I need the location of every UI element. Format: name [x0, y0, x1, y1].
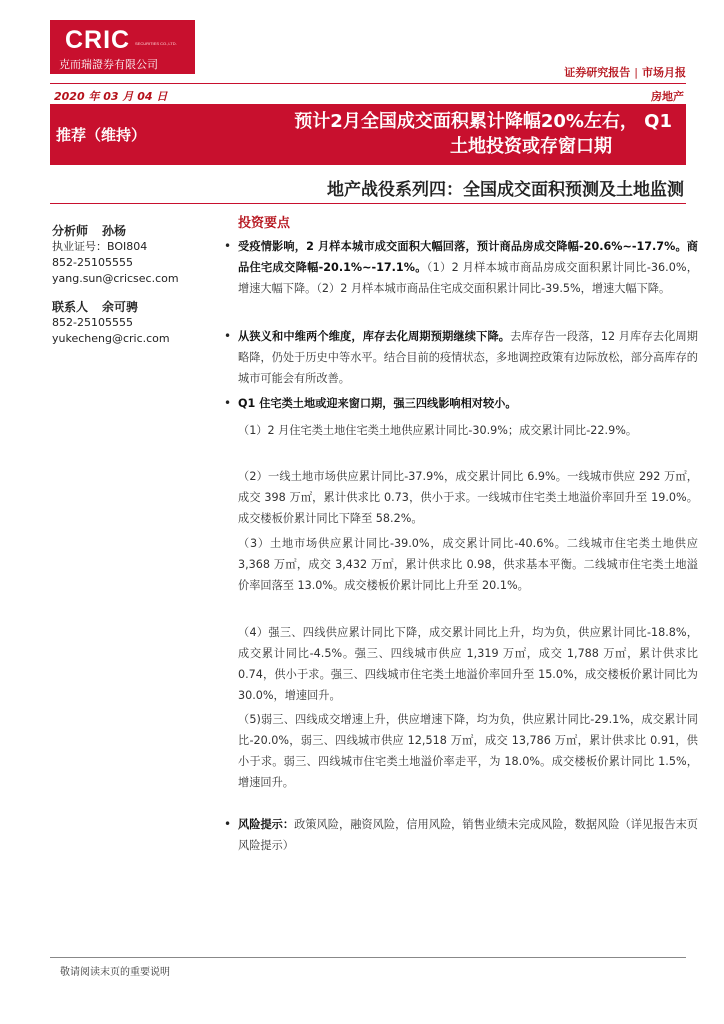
- top-divider: [50, 83, 686, 84]
- highlight-2-text: 去库存告一段落，12 月库存去化周期略降，仍处于历史中等水平。结合目前的疫情状态，多地调控政策有边际放松，部分高库存的城市可能会有所改善。: [238, 330, 698, 385]
- analyst-phone: 852-25105555: [52, 256, 133, 269]
- land-item-2: （2）一线土地市场供应累计同比-37.9%，成交累计同比 6.9%。一线城市供应 292 万㎡，成交 398 万㎡，累计供求比 0.73，供小于求。一线城市住宅类土地溢价率回升至 19.0%。成交楼板价累计同比下降至 58.2%。: [238, 470, 698, 525]
- land-item-1: （1）2 月住宅类土地住宅类土地供应累计同比-30.9%；成交累计同比-22.9%。: [238, 424, 638, 437]
- bullet-icon: •: [224, 817, 232, 831]
- contact-name: 余可骋: [102, 300, 139, 314]
- risk-warning: [224, 814, 698, 856]
- company-logo: [50, 20, 195, 74]
- risk-label: 风险提示：: [238, 818, 295, 831]
- footer-note: 敬请阅读末页的重要说明: [60, 967, 170, 978]
- report-title: [250, 109, 672, 159]
- title-banner: [50, 104, 686, 165]
- bullet-icon: •: [224, 396, 232, 410]
- title-line-1: 预计2月全国成交面积累计降幅20%左右， Q1: [294, 111, 672, 132]
- logo-small-text: SECURITIES CO.,LTD.: [135, 41, 177, 46]
- analyst-name: 孙杨: [102, 224, 127, 238]
- report-type-a: 证券研究报告: [564, 66, 631, 79]
- analyst-email[interactable]: yang.sun@cricsec.com: [52, 272, 179, 285]
- logo-company-name: 克而瑞證券有限公司: [59, 58, 158, 71]
- report-type-separator: |: [634, 66, 638, 79]
- risk-text: 政策风险，融资风险，信用风险，销售业绩未完成风险，数据风险（详见报告末页风险提示）: [238, 818, 698, 852]
- highlight-1-bold: 受疫情影响，2 月样本城市成交面积大幅回落，预计商品房成交降幅-20.6%~-17.7%。商品住宅成交降幅-20.1%~-17.1%。: [238, 240, 698, 274]
- report-subtitle: 地产战役系列四：全国成交面积预测及土地监测: [327, 180, 684, 200]
- highlight-3-bold: Q1 住宅类土地或迎来窗口期，强三四线影响相对较小。: [238, 397, 517, 410]
- highlight-2-bold: 从狭义和中维两个维度，库存去化周期预期继续下降。: [238, 330, 511, 343]
- report-type-b: 市场月报: [642, 66, 686, 79]
- contact-label: 联系人: [52, 300, 89, 314]
- analyst-row: [52, 223, 222, 239]
- contacts-panel: [52, 223, 222, 347]
- land-item-5: （5)弱三、四线成交增速上升，供应增速下降，均为负，供应累计同比-29.1%，成交累计同比-20.0%，弱三、四线城市供应 12,518 万㎡，成交 13,786 万㎡，累计供求比 0.91，供小于求。弱三、四线城市住宅类土地溢价率走平，为 18.0%。成交楼板价累计同比 1.5%，增速回升。: [238, 713, 698, 789]
- rating-label: 推荐（维持）: [56, 126, 147, 144]
- investment-heading: 投资要点: [238, 216, 291, 231]
- highlight-1: [224, 236, 698, 299]
- highlight-1-text: （1）2 月样本城市商品房成交面积累计同比-36.0%，增速大幅下降。（2）2 月样本城市商品住宅成交面积累计同比-39.5%，增速大幅下降。: [238, 261, 698, 295]
- highlight-3: [224, 393, 698, 414]
- contact-row: [52, 299, 222, 315]
- highlight-2: [224, 326, 698, 389]
- subtitle-divider: [50, 203, 686, 204]
- report-type: [564, 64, 686, 80]
- analyst-license: 执业证号：BOI804: [52, 240, 148, 253]
- analyst-label: 分析师: [52, 224, 89, 238]
- logo-text: CRIC: [65, 26, 131, 54]
- bullet-icon: •: [224, 329, 232, 343]
- report-date: 2020 年 03 月 04 日: [54, 90, 168, 103]
- title-line-2: 土地投资或存窗口期: [450, 136, 612, 157]
- contact-email[interactable]: yukecheng@cric.com: [52, 332, 170, 345]
- bullet-icon: •: [224, 239, 232, 253]
- contact-phone: 852-25105555: [52, 316, 133, 329]
- land-item-3: （3）土地市场供应累计同比-39.0%，成交累计同比-40.6%。二线城市住宅类土地供应 3,368 万㎡，成交 3,432 万㎡，累计供求比 0.98，供求基本平衡。二线城市住宅类土地溢价率回落至 13.0%。成交楼板价累计同比上升至 20.1%。: [238, 537, 698, 592]
- land-item-4: （4）强三、四线供应累计同比下降，成交累计同比上升，均为负，供应累计同比-18.8%，成交累计同比-4.5%。强三、四线城市供应 1,319 万㎡，成交 1,788 万㎡，累计供求比 0.74，供小于求。强三、四线城市住宅类土地溢价率回升至 15.0%，成交楼板价累计同比为 30.0%，增速回升。: [238, 626, 698, 702]
- footer-divider: [50, 957, 686, 958]
- sector-label: 房地产: [651, 90, 684, 103]
